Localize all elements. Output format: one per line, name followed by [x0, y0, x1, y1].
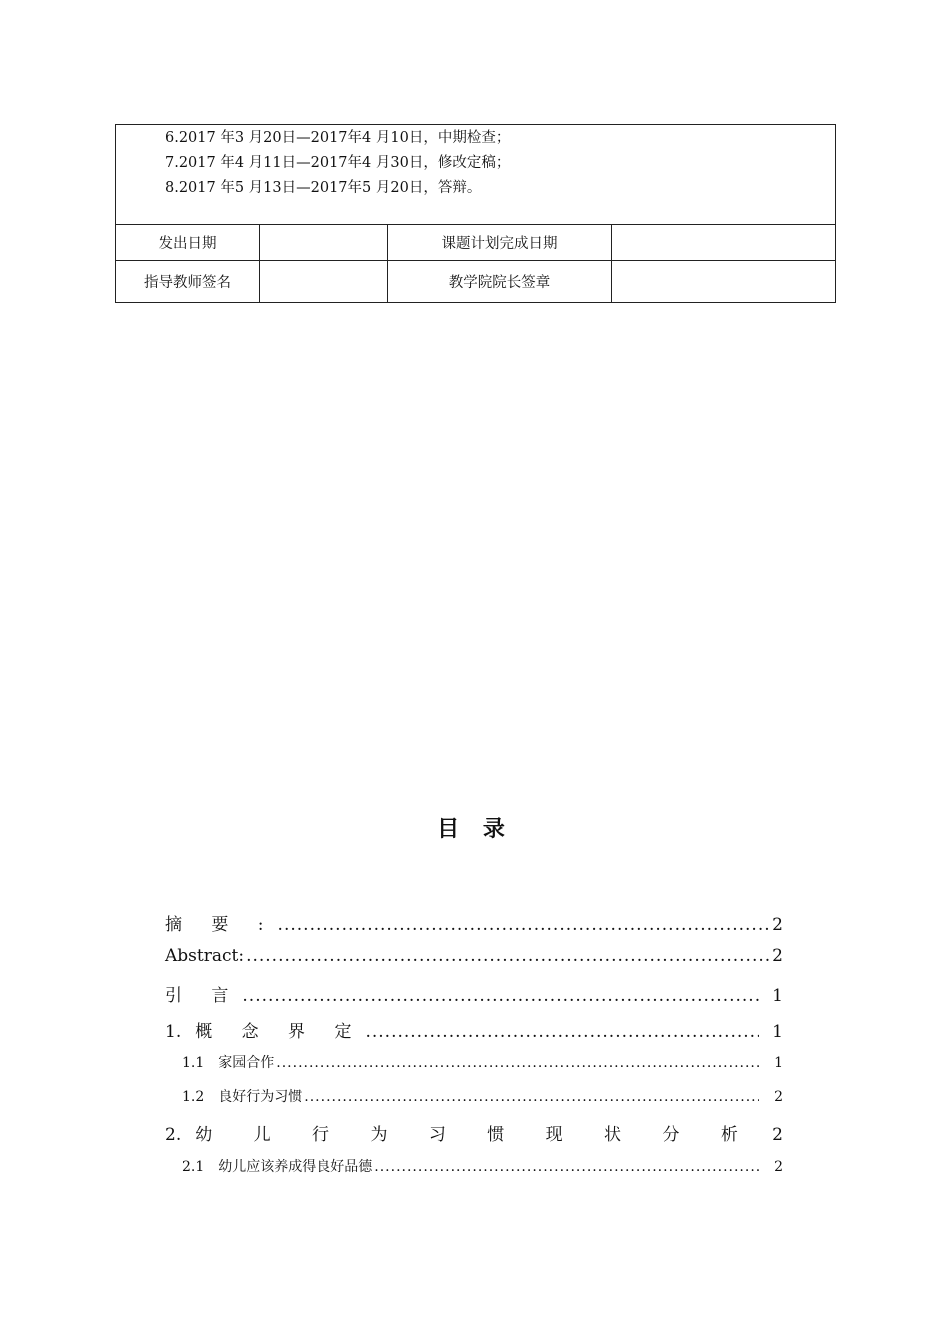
toc-entry-label: 1.2 良好行为习惯 — [182, 1089, 303, 1106]
schedule-line: 6.2017 年3 月20日—2017年4 月10日，中期检查； — [165, 130, 511, 146]
toc-leader-dots — [304, 1089, 759, 1105]
toc-leader-dots — [246, 946, 769, 966]
dean-seal-field[interactable] — [612, 261, 836, 303]
toc-entry-concepts[interactable] — [165, 1017, 783, 1053]
toc-entry-good-morals[interactable] — [165, 1156, 783, 1190]
issue-date-field[interactable] — [260, 225, 388, 261]
toc-entry-number: 2. — [165, 1125, 182, 1146]
toc-entry-abstract-cn[interactable] — [165, 910, 783, 946]
toc-entry-label: 摘 要 : — [165, 915, 276, 935]
toc-entry-abstract-en[interactable] — [165, 946, 783, 982]
schedule-cell — [116, 125, 836, 225]
schedule-line: 8.2017 年5 月13日—2017年5 月20日，答辩。 — [165, 180, 482, 196]
toc-entry-page: 1 — [774, 1055, 783, 1072]
toc-entry-label: Abstract: — [165, 945, 245, 966]
schedule-table — [115, 124, 836, 303]
toc-entry-home-school[interactable] — [165, 1052, 783, 1086]
toc-entry-page: 1 — [772, 986, 783, 1007]
toc-title: 目 录 — [437, 816, 513, 842]
completion-date-field[interactable] — [612, 225, 836, 261]
toc-entry-number: 1.1 — [182, 1055, 205, 1072]
toc-leader-dots — [758, 1125, 759, 1145]
advisor-signature-label: 指导教师签名 — [116, 261, 260, 303]
toc-leader-dots — [365, 1022, 759, 1042]
toc-entry-label: 引 言 — [165, 986, 241, 1007]
toc-entry-page: 1 — [772, 1021, 783, 1042]
toc-entry-page: 2 — [772, 915, 783, 935]
toc-entry-label: 2. 幼 儿 行 为 习 惯 现 状 分 析 — [165, 1125, 756, 1146]
toc-entry-page: 2 — [772, 1125, 783, 1146]
toc-entry-label: 1.1 家园合作 — [182, 1055, 275, 1072]
toc-entry-page: 2 — [772, 945, 783, 966]
toc-leader-dots — [374, 1159, 759, 1175]
toc-entry-number: 2.1 — [182, 1158, 205, 1175]
toc-entry-number: 1. — [165, 1021, 182, 1042]
toc-leader-dots — [276, 1055, 759, 1071]
completion-date-label: 课题计划完成日期 — [388, 225, 612, 261]
toc-leader-dots — [278, 915, 769, 935]
toc-entry-page: 2 — [774, 1089, 783, 1106]
table-of-contents — [165, 910, 783, 1190]
advisor-signature-field[interactable] — [260, 261, 388, 303]
issue-date-label: 发出日期 — [116, 225, 260, 261]
dean-seal-label: 教学院院长签章 — [388, 261, 612, 303]
toc-entry-introduction[interactable] — [165, 981, 783, 1017]
toc-entry-good-habits[interactable] — [165, 1086, 783, 1120]
toc-entry-label: 2.1 幼儿应该养成得良好品德 — [182, 1158, 373, 1175]
schedule-line: 7.2017 年4 月11日—2017年4 月30日，修改定稿； — [165, 155, 511, 171]
toc-entry-habit-analysis[interactable] — [165, 1120, 783, 1156]
toc-leader-dots — [242, 986, 759, 1006]
toc-entry-number: 1.2 — [182, 1089, 205, 1106]
toc-entry-page: 2 — [774, 1158, 783, 1175]
toc-entry-label: 1. 概 念 界 定 — [165, 1021, 364, 1042]
